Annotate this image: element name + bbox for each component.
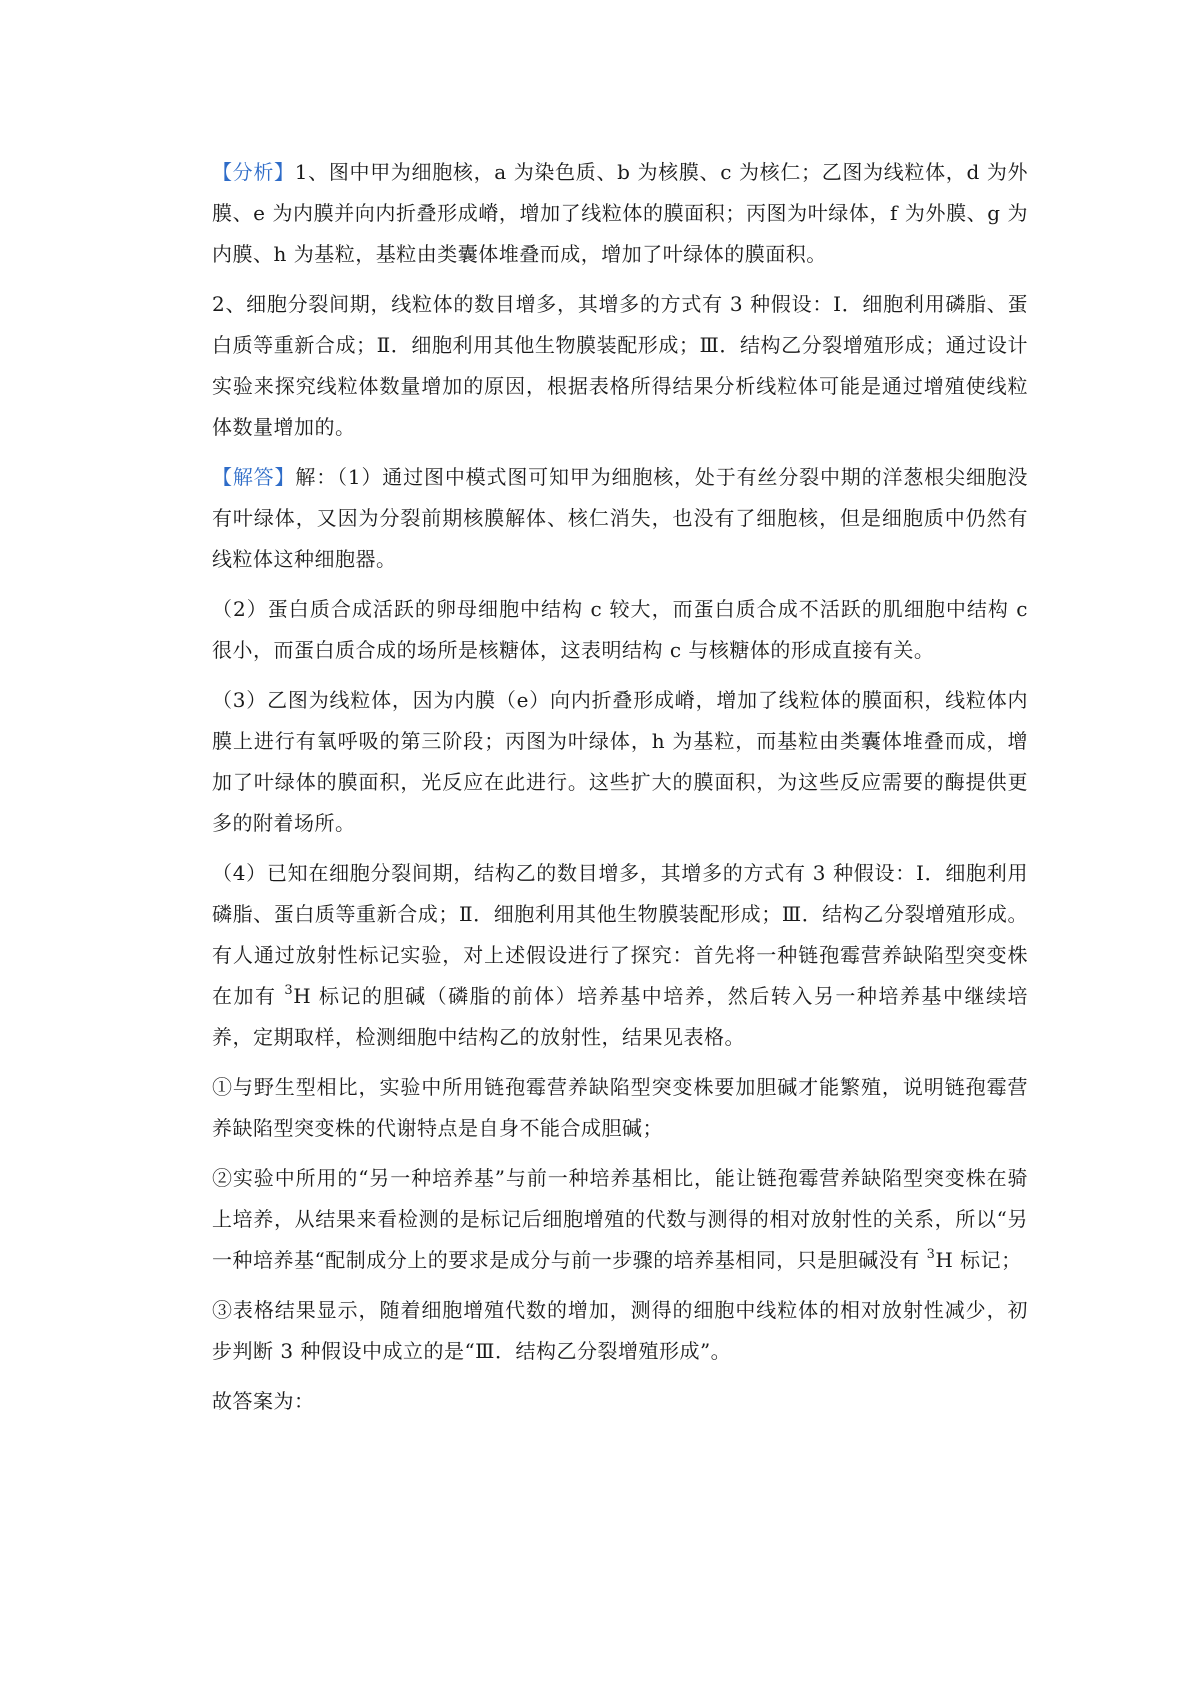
answer-text-4b: H 标记的胆碱（磷脂的前体）培养基中培养，然后转入另一种培养基中继续培养，定期取样，检测细胞中结构乙的放射性，结果见表格。 [212,984,1028,1049]
answer-paragraph-2 [212,589,1028,671]
answer-text-1: 解：（1）通过图中模式图可知甲为细胞核，处于有丝分裂中期的洋葱根尖细胞没有叶绿体，又因为分裂前期核膜解体、核仁消失，也没有了细胞核，但是细胞质中仍然有线粒体这种细胞器。 [212,465,1029,571]
answer-label: 【解答】 [212,465,296,489]
answer-item-1-text: ①与野生型相比，实验中所用链孢霉营养缺陷型突变株要加胆碱才能繁殖，说明链孢霉营养缺陷型突变株的代谢特点是自身不能合成胆碱； [212,1075,1028,1140]
analysis-text-2: 2、细胞分裂间期，线粒体的数目增多，其增多的方式有 3 种假设：Ⅰ．细胞利用磷脂、蛋白质等重新合成；Ⅱ．细胞利用其他生物膜装配形成；Ⅲ．结构乙分裂增殖形成；通过设计实验来探究线粒体数量增加的原因，根据表格所得结果分析线粒体可能是通过增殖使线粒体数量增加的。 [212,292,1028,439]
answer-item-1 [212,1067,1028,1149]
answer-item-3 [212,1290,1028,1372]
answer-conclusion-text: 故答案为： [212,1389,315,1413]
answer-item-3-text: ③表格结果显示，随着细胞增殖代数的增加，测得的细胞中线粒体的相对放射性减少，初步判断 3 种假设中成立的是“Ⅲ．结构乙分裂增殖形成”。 [212,1298,1028,1363]
superscript-mass-number-2: 3 [926,1247,936,1262]
answer-text-2: （2）蛋白质合成活跃的卵母细胞中结构 c 较大，而蛋白质合成不活跃的肌细胞中结构 c 很小，而蛋白质合成的场所是核糖体，这表明结构 c 与核糖体的形成直接有关。 [212,597,1028,662]
analysis-paragraph-1 [212,152,1028,275]
analysis-text-1: 1、图中甲为细胞核，a 为染色质、b 为核膜、c 为核仁；乙图为线粒体，d 为外膜、e 为内膜并向内折叠形成嵴，增加了线粒体的膜面积；丙图为叶绿体，f 为外膜、g 为内膜、h 为基粒，基粒由类囊体堆叠而成，增加了叶绿体的膜面积。 [212,160,1028,266]
answer-item-2 [212,1158,1028,1281]
answer-paragraph-3 [212,680,1028,844]
answer-paragraph-1 [212,457,1028,580]
answer-conclusion [212,1381,1028,1422]
document-content [212,152,1028,1431]
analysis-label: 【分析】 [212,160,295,184]
answer-item-2-text-a: ②实验中所用的“另一种培养基”与前一种培养基相比，能让链孢霉营养缺陷型突变株在骑上培养，从结果来看检测的是标记后细胞增殖的代数与测得的相对放射性的关系，所以“另一种培养基“配制成分上的要求是成分与前一步骤的培养基相同，只是胆碱没有 [212,1166,1028,1272]
answer-text-3: （3）乙图为线粒体，因为内膜（e）向内折叠形成嵴，增加了线粒体的膜面积，线粒体内膜上进行有氧呼吸的第三阶段；丙图为叶绿体，h 为基粒，而基粒由类囊体堆叠而成，增加了叶绿体的膜面积，光反应在此进行。这些扩大的膜面积，为这些反应需要的酶提供更多的附着场所。 [212,688,1028,835]
superscript-mass-number: 3 [284,983,294,998]
analysis-paragraph-2 [212,284,1028,448]
answer-paragraph-4 [212,853,1028,1058]
answer-item-2-text-b: H 标记； [935,1248,1022,1272]
answer-text-4a: （4）已知在细胞分裂间期，结构乙的数目增多，其增多的方式有 3 种假设：Ⅰ．细胞利用磷脂、蛋白质等重新合成；Ⅱ．细胞利用其他生物膜装配形成；Ⅲ．结构乙分裂增殖形成。有人通过放射性标记实验，对上述假设进行了探究：首先将一种链孢霉营养缺陷型突变株在加有 [212,861,1028,1008]
